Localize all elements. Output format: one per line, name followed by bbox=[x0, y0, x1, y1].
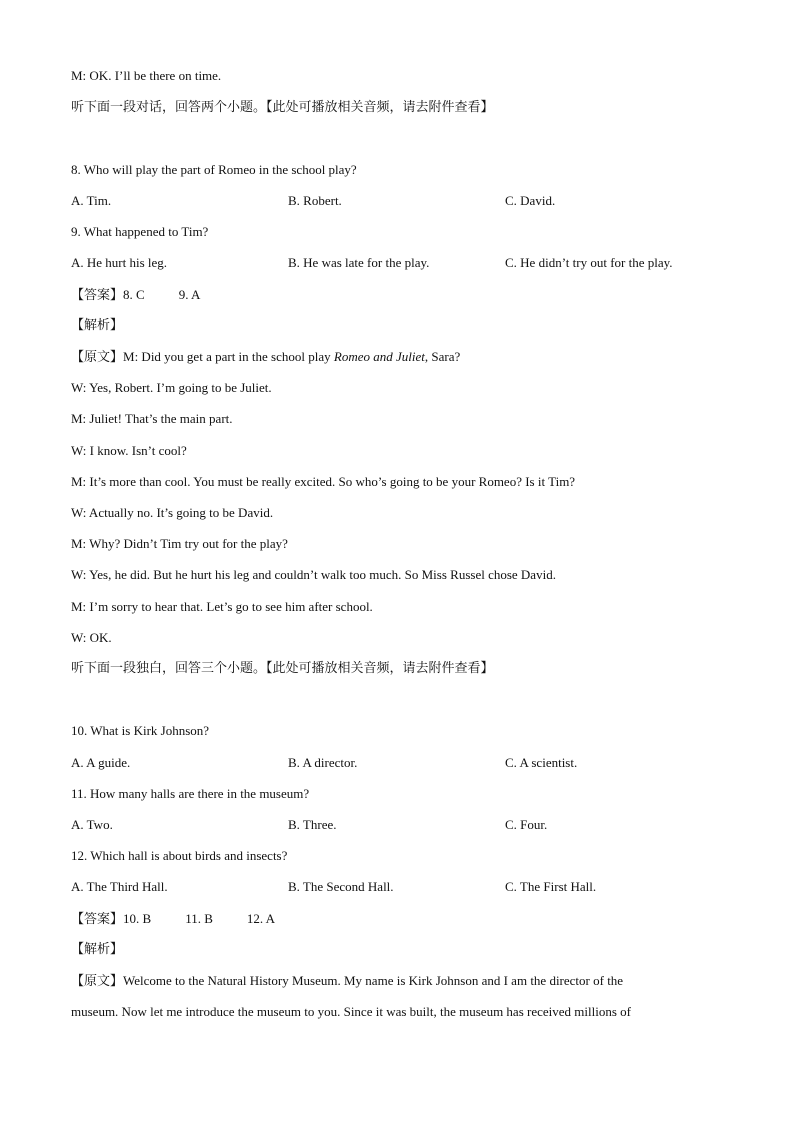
transcript-line: museum. Now let me introduce the museum to you. Since it was built, the museum has received millions of bbox=[71, 1004, 631, 1019]
question-10: 10. What is Kirk Johnson? bbox=[71, 723, 210, 738]
analysis-label: 【解析】 bbox=[71, 942, 124, 957]
listening-instruction: 听下面一段对话，回答两个小题。【此处可播放相关音频，请去附件查看】 bbox=[71, 100, 494, 115]
answer-12: 12. A bbox=[246, 911, 276, 926]
q9-option-b: B. He was late for the play. bbox=[288, 255, 430, 270]
listening-instruction: 听下面一段独白，回答三个小题。【此处可播放相关音频，请去附件查看】 bbox=[71, 661, 494, 676]
dialogue-line: M: Why? Didn’t Tim try out for the play? bbox=[71, 536, 288, 551]
q8-option-c: C. David. bbox=[505, 193, 556, 208]
answer-label: 【答案】 bbox=[71, 288, 124, 303]
transcript-text: M: Did you get a part in the school play bbox=[123, 349, 334, 364]
answer-label: 【答案】 bbox=[71, 912, 124, 927]
q11-option-b: B. Three. bbox=[288, 817, 337, 832]
answer-9: 9. A bbox=[178, 287, 201, 302]
transcript-text-end: , Sara? bbox=[424, 349, 461, 364]
transcript-line bbox=[71, 973, 623, 990]
dialogue-line: M: Juliet! That’s the main part. bbox=[71, 411, 233, 426]
dialogue-line: W: Actually no. It’s going to be David. bbox=[71, 505, 274, 520]
q8-option-a: A. Tim. bbox=[71, 193, 112, 208]
q9-option-a: A. He hurt his leg. bbox=[71, 255, 168, 270]
dialogue-line: W: I know. Isn’t cool? bbox=[71, 443, 187, 458]
dialogue-line: W: Yes, Robert. I’m going to be Juliet. bbox=[71, 380, 272, 395]
answer-8: 8. C bbox=[123, 287, 145, 302]
question-8: 8. Who will play the part of Romeo in the school play? bbox=[71, 162, 357, 177]
question-12: 12. Which hall is about birds and insects? bbox=[71, 848, 288, 863]
transcript-label: 【原文】 bbox=[71, 974, 124, 989]
dialogue-line: M: OK. I’ll be there on time. bbox=[71, 68, 222, 83]
answer-line-1 bbox=[71, 287, 200, 304]
answer-11: 11. B bbox=[185, 911, 213, 926]
q11-option-a: A. Two. bbox=[71, 817, 113, 832]
q10-option-c: C. A scientist. bbox=[505, 755, 578, 770]
q10-option-a: A. A guide. bbox=[71, 755, 131, 770]
transcript-label: 【原文】 bbox=[71, 350, 124, 365]
transcript-line bbox=[71, 349, 460, 366]
dialogue-line: W: Yes, he did. But he hurt his leg and couldn’t walk too much. So Miss Russel chose David. bbox=[71, 567, 556, 582]
q12-option-b: B. The Second Hall. bbox=[288, 879, 394, 894]
analysis-label: 【解析】 bbox=[71, 318, 124, 333]
q12-option-c: C. The First Hall. bbox=[505, 879, 597, 894]
answer-line-2 bbox=[71, 911, 275, 928]
dialogue-line: W: OK. bbox=[71, 630, 112, 645]
question-11: 11. How many halls are there in the museum? bbox=[71, 786, 310, 801]
dialogue-line: M: I’m sorry to hear that. Let’s go to see him after school. bbox=[71, 599, 373, 614]
q12-option-a: A. The Third Hall. bbox=[71, 879, 168, 894]
q9-option-c: C. He didn’t try out for the play. bbox=[505, 255, 673, 270]
transcript-text: Welcome to the Natural History Museum. My name is Kirk Johnson and I am the director of the bbox=[123, 973, 624, 988]
dialogue-line: M: It’s more than cool. You must be really excited. So who’s going to be your Romeo? Is it Tim? bbox=[71, 474, 576, 489]
question-9: 9. What happened to Tim? bbox=[71, 224, 209, 239]
play-title: Romeo and Juliet bbox=[333, 349, 425, 364]
q10-option-b: B. A director. bbox=[288, 755, 358, 770]
q11-option-c: C. Four. bbox=[505, 817, 548, 832]
q8-option-b: B. Robert. bbox=[288, 193, 342, 208]
answer-10: 10. B bbox=[123, 911, 152, 926]
